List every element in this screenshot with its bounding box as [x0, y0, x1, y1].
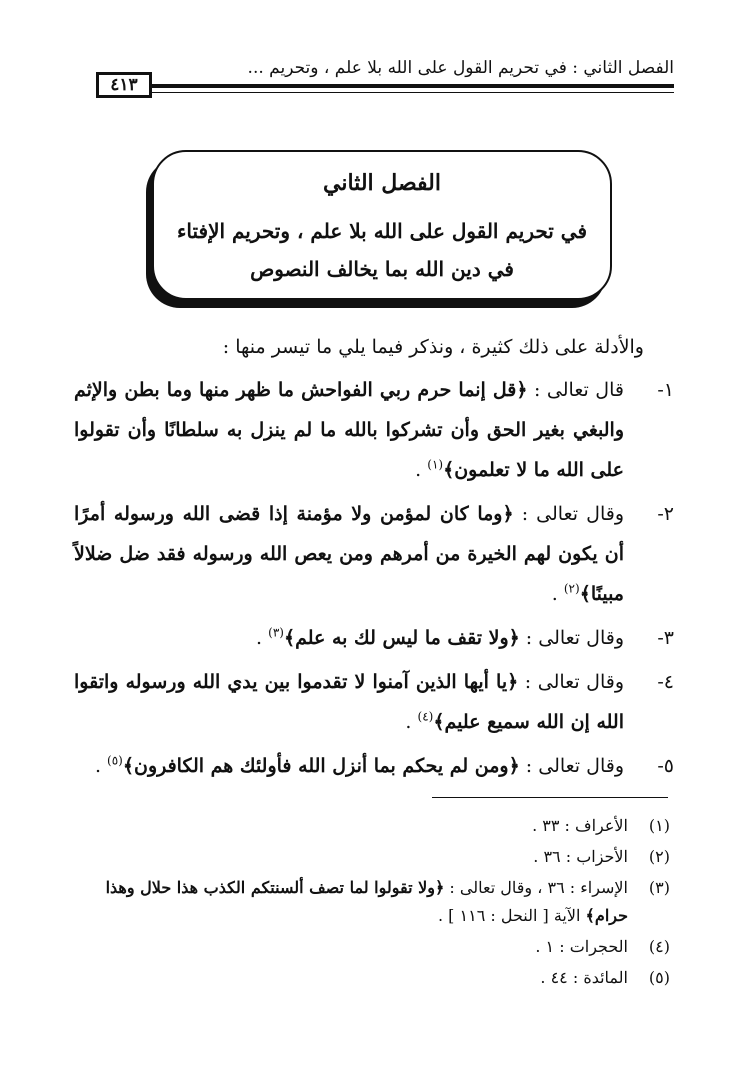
- item-lead: وقال تعالى :: [518, 671, 625, 693]
- footnote-ref[interactable]: (١): [427, 457, 444, 472]
- footnote-ref[interactable]: (٣): [268, 625, 284, 640]
- item-text: [74, 370, 624, 490]
- item-number: ٤-: [657, 671, 674, 693]
- footnote-lead: الأعراف : ٣٣ .: [532, 816, 628, 835]
- footnote-number: (١): [648, 816, 670, 835]
- list-item: [74, 370, 674, 490]
- list-item: [74, 618, 674, 658]
- chapter-title-line-1: في تحريم القول على الله بلا علم ، وتحريم الإفتاء: [176, 219, 588, 243]
- item-tail: .: [415, 459, 428, 481]
- list-item: [74, 662, 674, 742]
- footnote-ref[interactable]: (٤): [417, 709, 434, 724]
- chapter-title-frame: [152, 150, 612, 300]
- intro-paragraph: والأدلة على ذلك كثيرة ، ونذكر فيما يلي ما تيسر منها :: [222, 336, 644, 358]
- item-lead: وقال تعالى :: [519, 755, 624, 777]
- footnote-separator: [432, 797, 668, 798]
- footnote-lead: الحجرات : ١ .: [535, 937, 628, 956]
- footnote: [70, 964, 670, 992]
- item-number: ٢-: [657, 503, 674, 525]
- item-tail: .: [405, 711, 418, 733]
- footnote-lead: الإسراء : ٣٦ ، وقال تعالى :: [444, 878, 628, 897]
- item-lead: قال تعالى :: [527, 379, 624, 401]
- item-tail: .: [551, 583, 564, 605]
- footnote-ref[interactable]: (٥): [107, 753, 123, 768]
- footnote: [70, 843, 670, 871]
- list-item: [74, 746, 674, 786]
- item-lead: وقال تعالى :: [513, 503, 624, 525]
- footnote: [70, 874, 670, 930]
- item-text: [74, 494, 624, 614]
- footnote-text: [70, 964, 628, 992]
- verse-quote: ﴿يا أيها الذين آمنوا لا تقدموا بين يدي الله ورسوله واتقوا الله إن الله سميع عليم﴾: [74, 671, 624, 733]
- footnote-text: [70, 874, 628, 930]
- footnote-tail: الآية [ النحل : ١١٦ ] .: [438, 906, 586, 925]
- evidence-list: [74, 370, 674, 790]
- footnote: [70, 812, 670, 840]
- running-header: الفصل الثاني : في تحريم القول على الله بلا علم ، وتحريم ...: [247, 58, 674, 78]
- page-number: ٤١٣: [96, 72, 152, 98]
- verse-quote: ﴿قل إنما حرم ربي الفواحش ما ظهر منها وما بطن والإثم والبغي بغير الحق وأن تشركوا بالله ما لم ينزل به سلطانًا وأن تقولوا على الله ما لا تعلمون﴾: [74, 379, 624, 481]
- footnote: [70, 933, 670, 961]
- item-tail: .: [256, 627, 269, 649]
- verse-quote: ﴿وما كان لمؤمن ولا مؤمنة إذا قضى الله ورسوله أمرًا أن يكون لهم الخيرة من أمرهم ومن يعص الله ورسوله فقد ضل ضلالاً مبينًا﴾: [74, 503, 624, 605]
- footnote-ref[interactable]: (٢): [563, 581, 580, 596]
- footnote-number: (٣): [648, 878, 670, 897]
- verse-quote: ﴿ولا تقولوا لما تصف ألسنتكم الكذب هذا حلال وهذا حرام﴾: [105, 878, 628, 925]
- item-number: ١-: [657, 379, 674, 401]
- footnote-number: (٢): [648, 847, 670, 866]
- item-tail: .: [94, 755, 108, 777]
- item-number: ٣-: [657, 627, 674, 649]
- item-text: [74, 618, 624, 658]
- footnote-text: [70, 933, 628, 961]
- footnote-text: [70, 812, 628, 840]
- chapter-title-line-2: في دين الله بما يخالف النصوص: [250, 257, 514, 281]
- footnote-number: (٤): [648, 937, 670, 956]
- item-text: [74, 662, 624, 742]
- footnote-lead: المائدة : ٤٤ .: [540, 968, 628, 987]
- footnote-text: [70, 843, 628, 871]
- footnote-number: (٥): [648, 968, 670, 987]
- item-text: [74, 746, 624, 786]
- item-lead: وقال تعالى :: [519, 627, 624, 649]
- list-item: [74, 494, 674, 614]
- chapter-label: الفصل الثاني: [323, 170, 441, 196]
- header-rule-thin: [152, 92, 674, 93]
- header-rule-thick: [152, 84, 674, 88]
- verse-quote: ﴿ولا تقف ما ليس لك به علم﴾: [283, 627, 520, 649]
- footnote-lead: الأحزاب : ٣٦ .: [533, 847, 628, 866]
- item-number: ٥-: [657, 755, 674, 777]
- verse-quote: ﴿ومن لم يحكم بما أنزل الله فأولئك هم الكافرون﴾: [122, 755, 520, 777]
- footnotes: [70, 812, 670, 995]
